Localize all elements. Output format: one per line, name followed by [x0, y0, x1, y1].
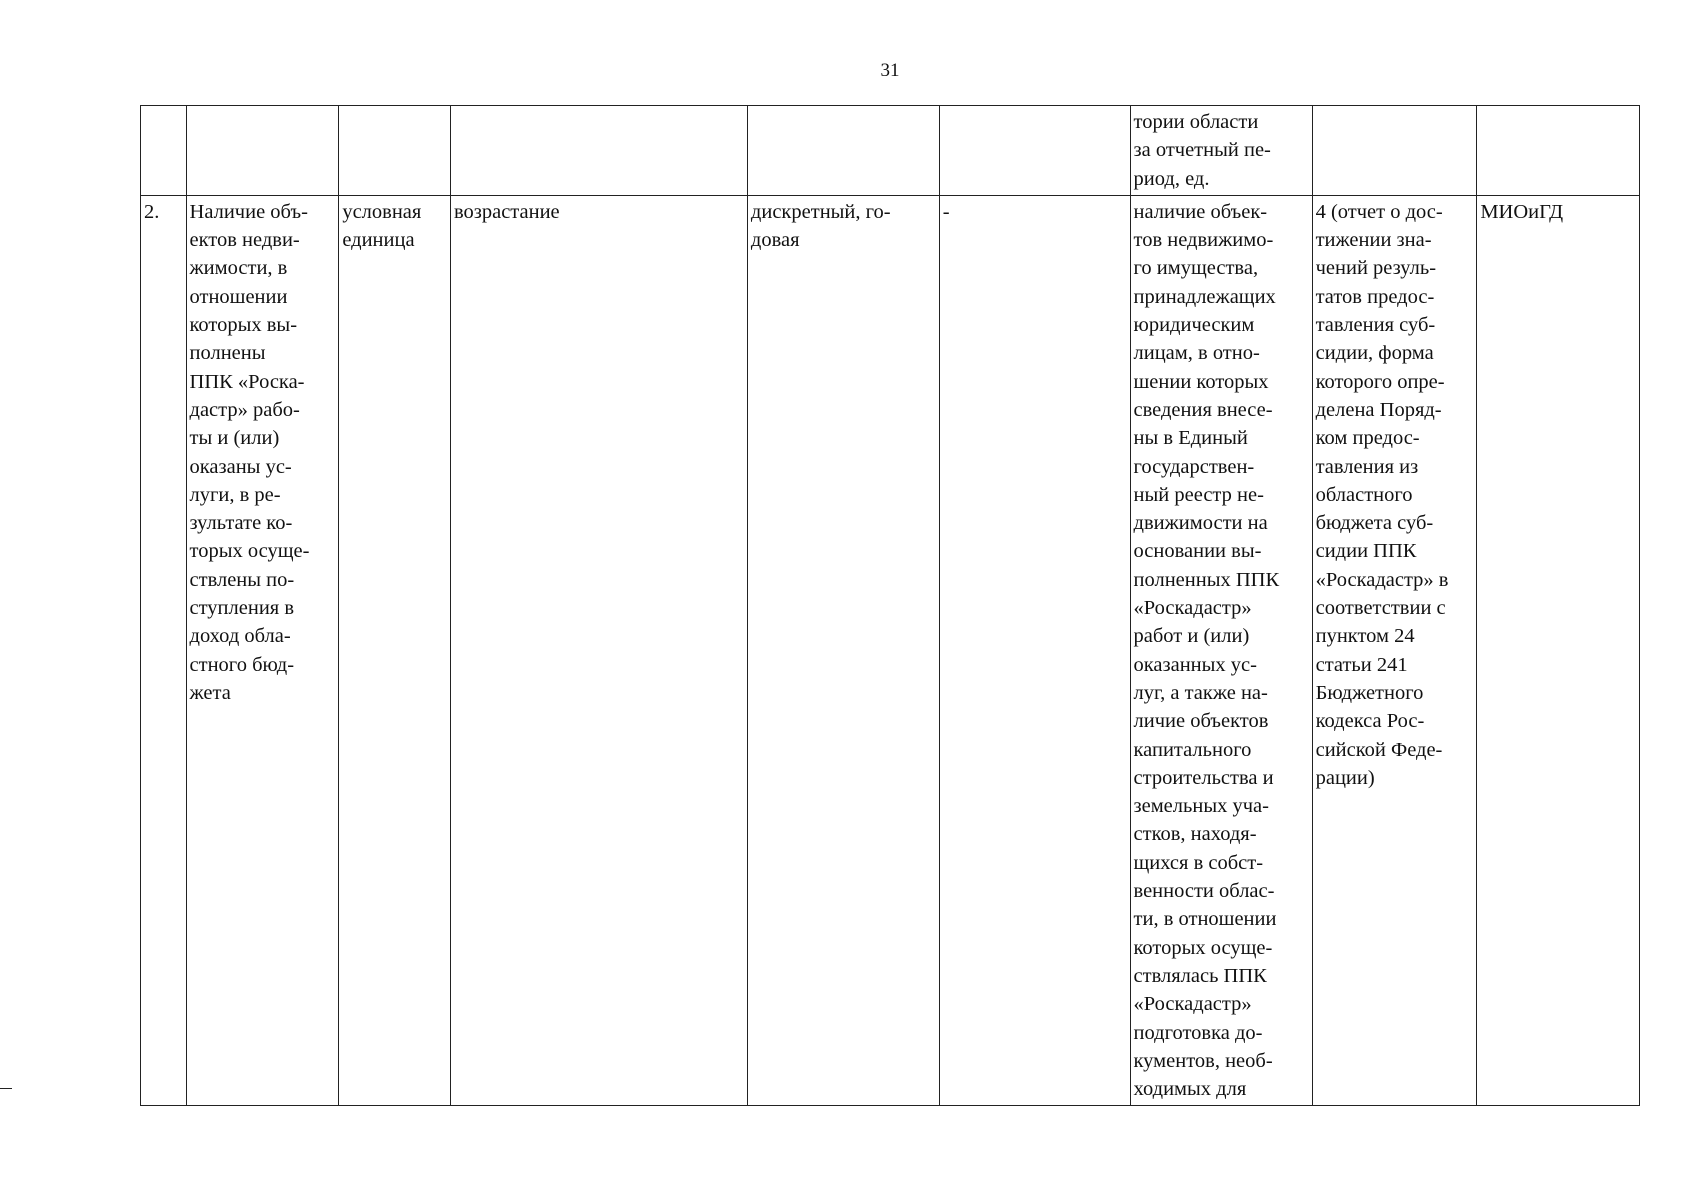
cell-source: [1312, 106, 1477, 196]
page-number: 31: [880, 60, 900, 81]
cell-responsible: МИОиГД: [1477, 195, 1640, 1106]
cell-direction: возрастание: [450, 195, 747, 1106]
cell-method: тории области за отчетный пе- риод, ед.: [1130, 106, 1312, 196]
cell-indicator: [186, 106, 339, 196]
table-row-continuation: [141, 106, 1640, 196]
margin-mark: [0, 1088, 12, 1089]
cell-num: [141, 106, 187, 196]
indicators-table: [140, 105, 1640, 1106]
cell-unit: условная единица: [339, 195, 451, 1106]
cell-method: наличие объек- тов недвижимо- го имущества, принадлежащих юридическим лицам, в отно- шении которых сведения внесе- ны в Единый государствен- ный реестр не- движимости на основании вы- полненных ППК «Роскадастр» работ и (или) оказанных ус- луг, а также на- личие объектов капитального строительства и земельных уча- стков, находя- щихся в собст- венности облас- ти, в отношении которых осуще- ствлялась ППК «Роскадастр» подготовка до- кументов, необ- ходимых для: [1130, 195, 1312, 1106]
cell-unit: [339, 106, 451, 196]
cell-direction: [450, 106, 747, 196]
cell-type: дискретный, го- довая: [747, 195, 939, 1106]
cell-responsible: [1477, 106, 1640, 196]
cell-num: 2.: [141, 195, 187, 1106]
cell-source: 4 (отчет о дос- тижении зна- чений резуль- татов предос- тавления суб- сидии, форма которого опре- делена Поряд- ком предос- тавления из областного бюджета суб- сидии ППК «Роскадастр» в соответствии с пунктом 24 статьи 241 Бюджетного кодекса Рос- сийской Феде- рации): [1312, 195, 1477, 1106]
cell-base: -: [939, 195, 1130, 1106]
cell-type: [747, 106, 939, 196]
cell-indicator: Наличие объ- ектов недви- жимости, в отношении которых вы- полнены ППК «Роска- дастр» рабо- ты и (или) оказаны ус- луги, в ре- зультате ко- торых осуще- ствлены по- ступления в доход обла- стного бюд- жета: [186, 195, 339, 1106]
cell-base: [939, 106, 1130, 196]
table-row-2: [141, 195, 1640, 1106]
